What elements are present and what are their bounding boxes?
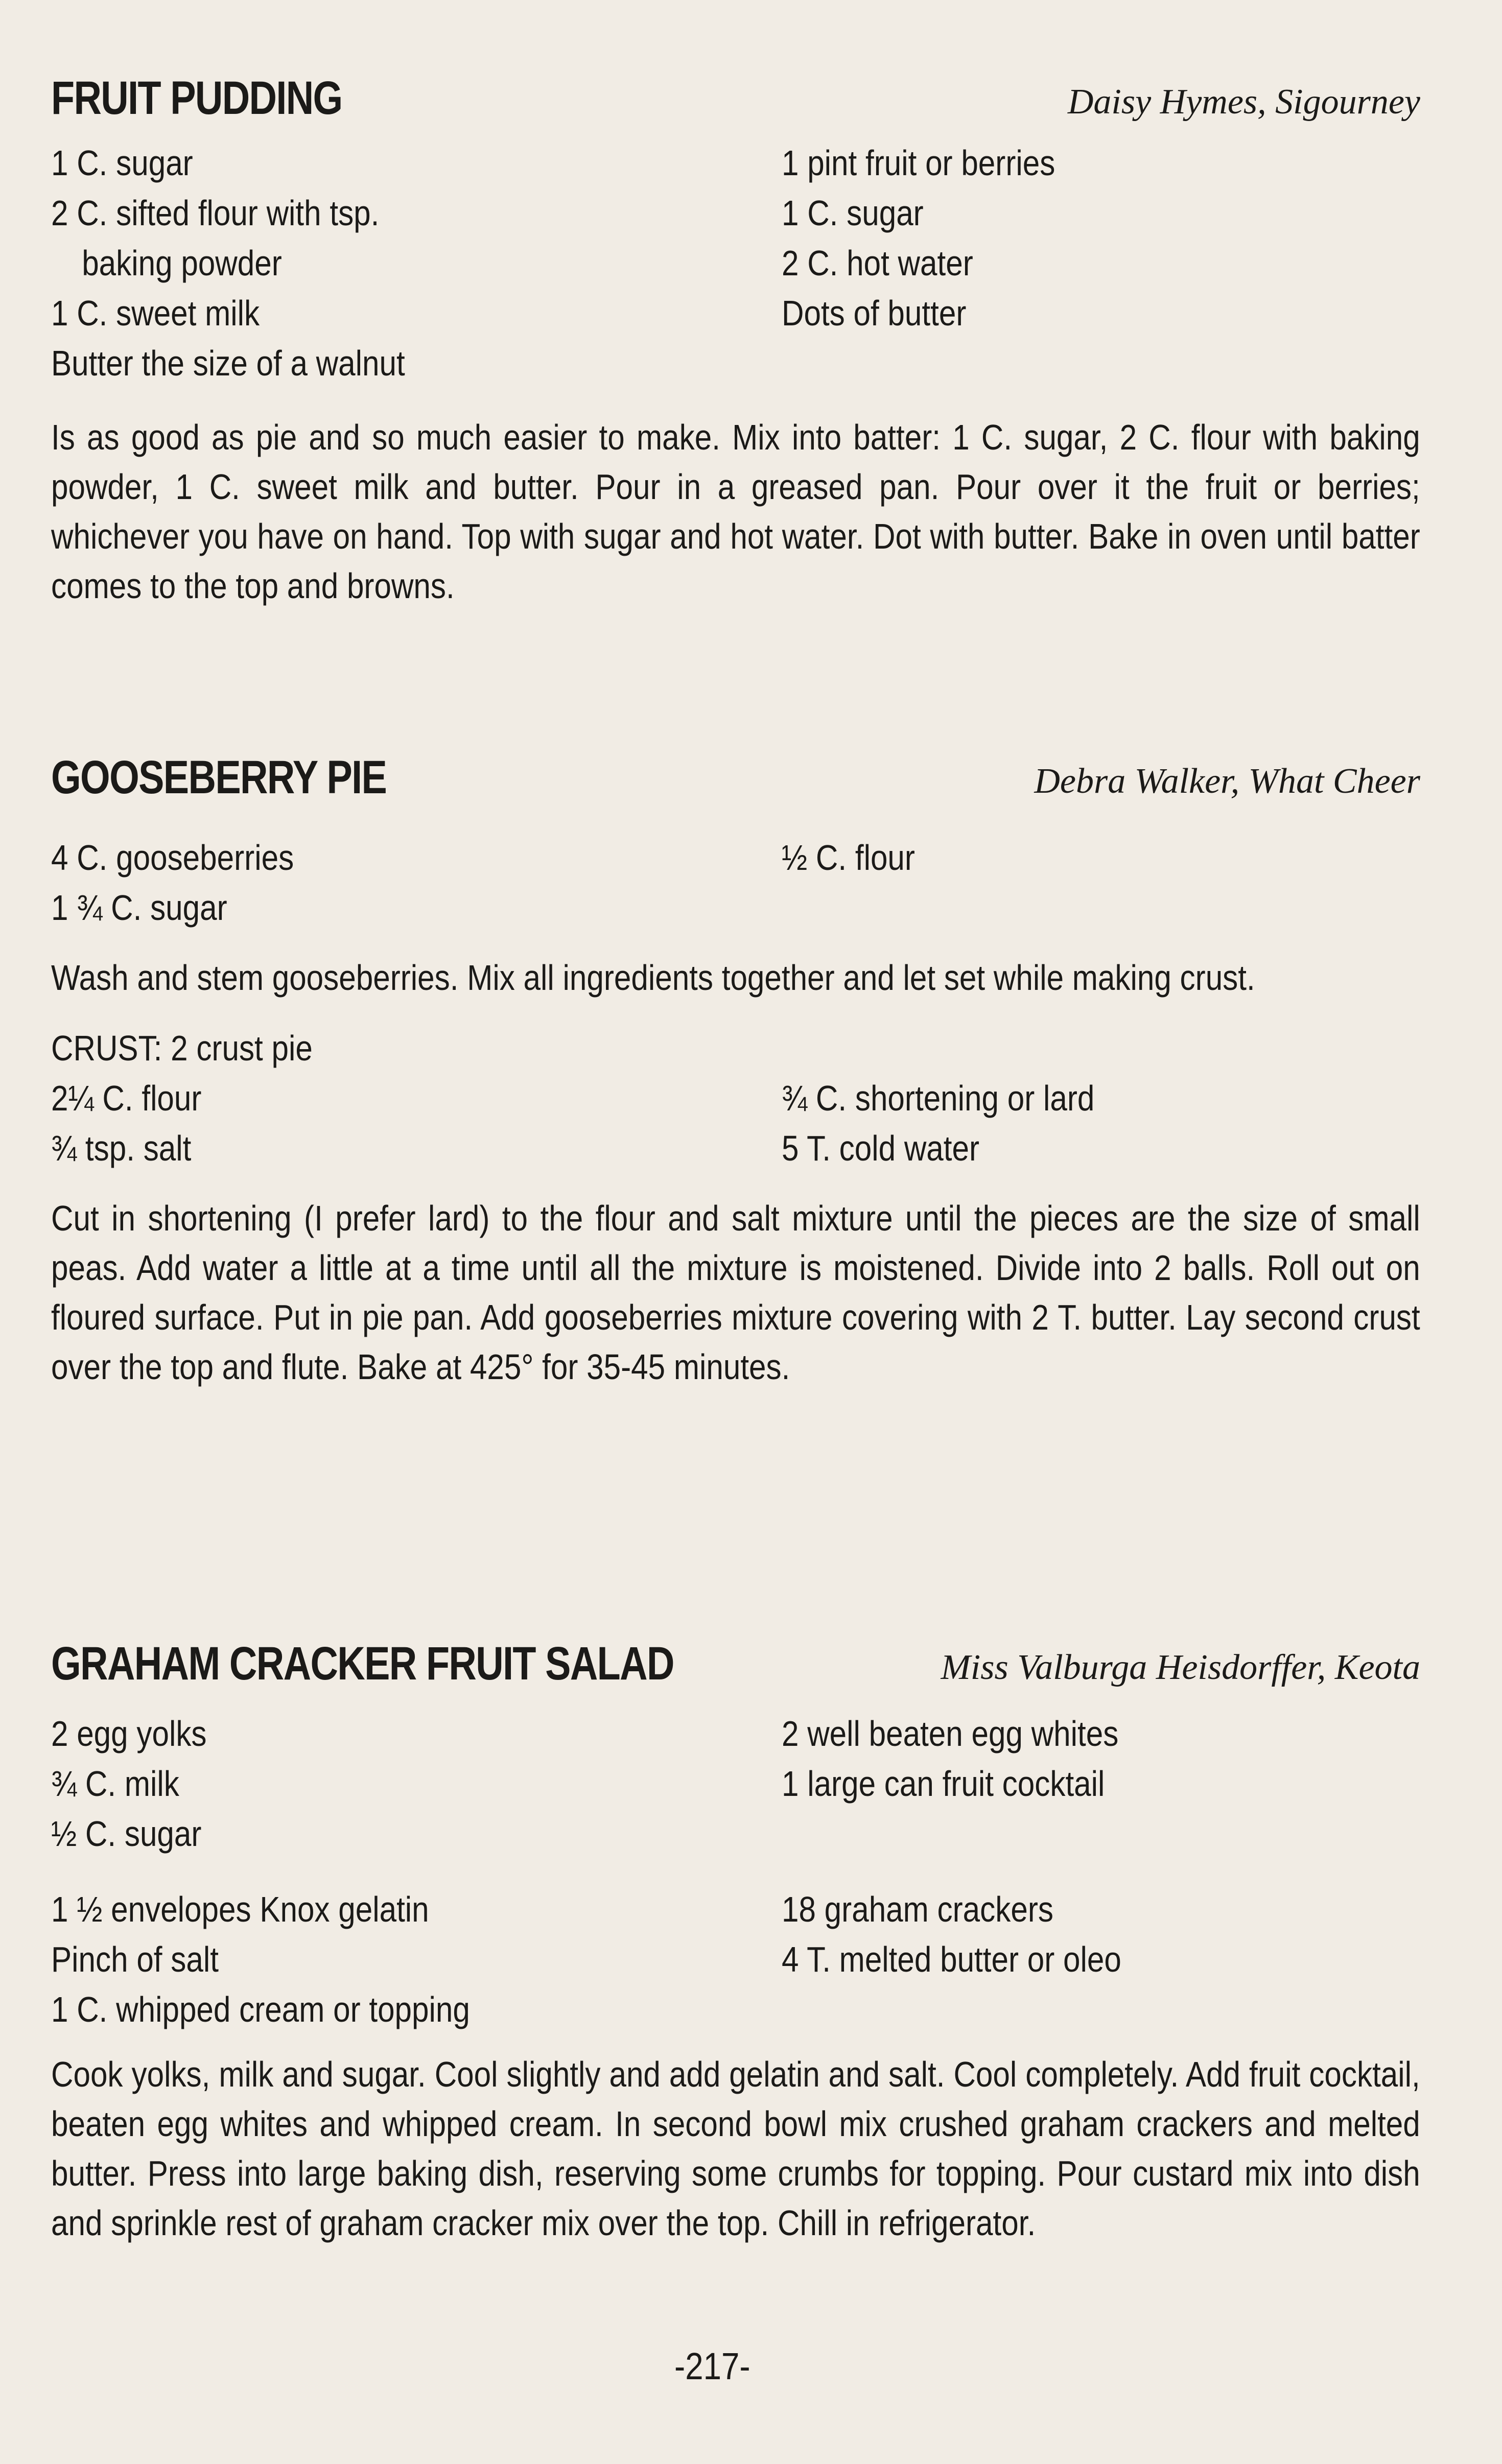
recipe-header	[51, 1637, 1420, 1709]
recipe-graham-cracker-fruit-salad	[51, 1637, 1420, 2248]
ingredient: 1 C. whipped cream or topping	[51, 1989, 470, 2029]
ingredients	[51, 1709, 1420, 1859]
ingredient: 4 C. gooseberries	[51, 838, 294, 878]
ingredients	[51, 1884, 1420, 2034]
crust-ingredients	[51, 1073, 1420, 1173]
ingredient: 2 C. hot water	[782, 243, 973, 283]
ingredient: Butter the size of a walnut	[51, 343, 405, 383]
ingredient: ¾ C. milk	[51, 1764, 179, 1804]
ingredients	[51, 138, 1420, 338]
ingredient: baking powder	[82, 243, 282, 283]
ingredients	[51, 833, 1420, 933]
recipe-fruit-pudding	[51, 72, 1420, 611]
recipe-header	[51, 751, 1420, 822]
ingredient: 1 large can fruit cocktail	[782, 1764, 1105, 1804]
recipe-author: Miss Valburga Heisdorffer, Keota	[941, 1648, 1420, 1687]
ingredient: 1 C. sugar	[51, 143, 193, 183]
ingredient: 2¼ C. flour	[51, 1078, 202, 1118]
ingredients-right	[782, 833, 1420, 933]
ingredients-left	[51, 833, 715, 933]
page-number: -217-	[674, 2345, 750, 2387]
ingredient: 1 C. sugar	[782, 193, 924, 233]
ingredient: Dots of butter	[782, 293, 967, 333]
recipe-directions: Cook yolks, milk and sugar. Cool slightly and add gelatin and salt. Cool completely. Add fruit cocktail, beaten egg whites and whipped cream. In second bowl mix crushed graham crackers and melted butter. Press into large baking dish, reserving some crumbs for topping. Pour custard mix into dish and sprinkle rest of graham cracker mix over the top. Chill in refrigerator.	[51, 2054, 1420, 2243]
ingredient: 2 egg yolks	[51, 1714, 207, 1754]
ingredients-left	[51, 138, 715, 338]
ingredient: 1 ½ envelopes Knox gelatin	[51, 1889, 429, 1929]
ingredient: 1 ¾ C. sugar	[51, 888, 227, 928]
ingredients-right	[782, 1073, 1420, 1173]
ingredient: 18 graham crackers	[782, 1889, 1053, 1929]
ingredient: ¾ C. shortening or lard	[782, 1078, 1095, 1118]
recipe-directions: Is as good as pie and so much easier to make. Mix into batter: 1 C. sugar, 2 C. flour with baking powder, 1 C. sweet milk and butter. Pour in a greased pan. Pour over it the fruit or berries; whichever you have on hand. Top with sugar and hot water. Dot with butter. Bake in oven until batter comes to the top and browns.	[51, 417, 1420, 606]
recipe-title: GRAHAM CRACKER FRUIT SALAD	[51, 1638, 674, 1690]
ingredients-left	[51, 1709, 715, 1859]
ingredient: ½ C. flour	[782, 838, 915, 878]
crust-heading: CRUST: 2 crust pie	[51, 1028, 313, 1068]
ingredients-right	[782, 1884, 1420, 2034]
ingredient: 1 C. sweet milk	[51, 293, 260, 333]
recipe-directions: Wash and stem gooseberries. Mix all ingredients together and let set while making crust.	[51, 958, 1255, 998]
recipe-author: Debra Walker, What Cheer	[1034, 762, 1420, 801]
ingredients-left	[51, 1073, 715, 1173]
ingredient: Pinch of salt	[51, 1939, 219, 1979]
recipe-title: FRUIT PUDDING	[51, 72, 342, 124]
recipe-directions: Cut in shortening (I prefer lard) to the flour and salt mixture until the pieces are the size of small peas. Add water a little at a time until all the mixture is moistened. Divide into 2 balls. Roll out on floured surface. Put in pie pan. Add gooseberries mixture covering with 2 T. butter. Lay second crust over the top and flute. Bake at 425° for 35-45 minutes.	[51, 1198, 1420, 1387]
recipe-gooseberry-pie	[51, 751, 1420, 1392]
ingredient: ¾ tsp. salt	[51, 1128, 192, 1168]
recipe-author: Daisy Hymes, Sigourney	[1067, 82, 1420, 122]
ingredients-right	[782, 1709, 1420, 1859]
ingredient: ½ C. sugar	[51, 1814, 202, 1854]
ingredient: 1 pint fruit or berries	[782, 143, 1055, 183]
recipe-header	[51, 72, 1420, 143]
ingredient: 2 C. sifted flour with tsp.	[51, 193, 380, 233]
ingredient: 4 T. melted butter or oleo	[782, 1939, 1121, 1979]
ingredients-left	[51, 1884, 715, 2034]
recipe-title: GOOSEBERRY PIE	[51, 751, 387, 803]
ingredient: 2 well beaten egg whites	[782, 1714, 1119, 1754]
ingredient: 5 T. cold water	[782, 1128, 980, 1168]
ingredients-right	[782, 138, 1420, 338]
